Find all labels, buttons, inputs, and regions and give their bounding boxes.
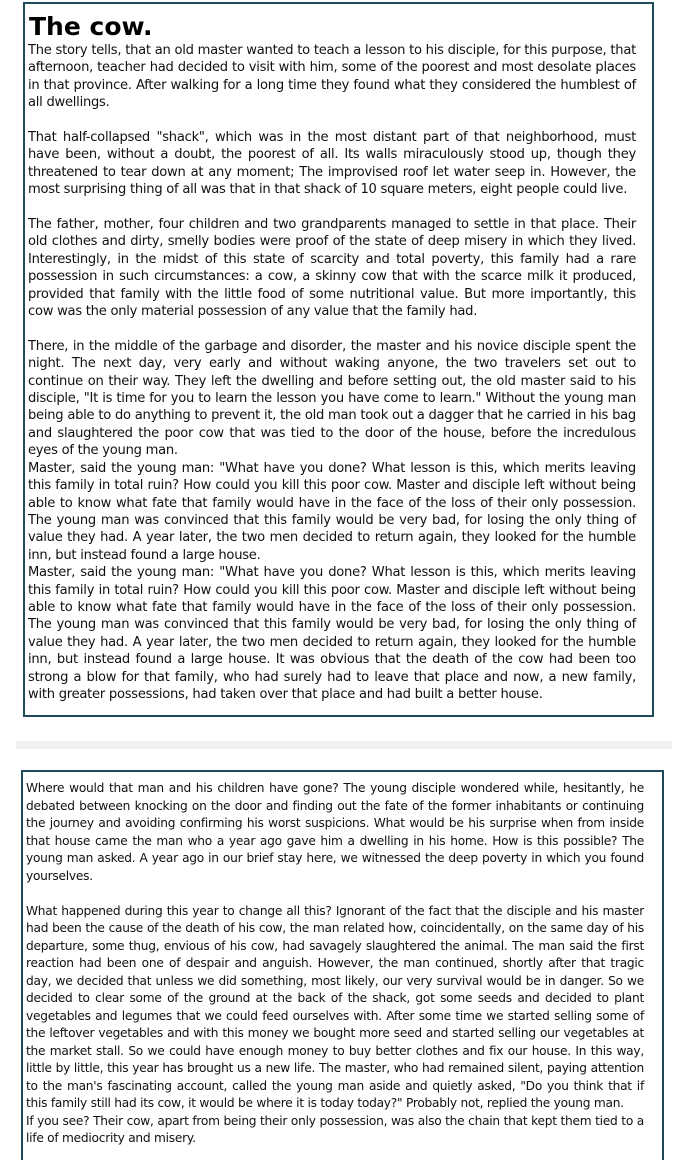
document-page-1 [23, 2, 654, 717]
page-separator [16, 741, 672, 749]
document-page-2 [21, 770, 664, 1160]
document-title: The cow. [29, 12, 153, 41]
paragraph-moral: If you see? Their cow, apart from being their only possession, was also the chain that kept them tied to a life of mediocrity and misery. [26, 1113, 644, 1145]
paragraph-family: The father, mother, four children and two grandparents managed to settle in that place. Their old clothes and dirty, smelly bodies were proof of the state of deep misery in which they lived. Interestingly, in the midst of this state of scarcity and total poverty, this family had a rare possession in such circumstances: a cow, a skinny cow that with the scarce milk it produced, provided that family with the little food of some nutritional value. But more importantly, this cow was the only material possession of any value that the family had. [28, 217, 636, 320]
paragraph-master-question: Master, said the young man: "What have you done? What lesson is this, which merits leaving this family in total ruin? How could you kill this poor cow. Master and disciple left without being able to know what fate that family would have in the face of the loss of their only possession. The young man was convinced that this family would be very bad, for losing the only thing of value they had. A year later, the two men decided to return again, they looked for the humble inn, but instead found a large house. [28, 460, 636, 563]
paragraph-night: There, in the middle of the garbage and disorder, the master and his novice disciple spent the night. The next day, very early and without waking anyone, the two travelers set out to continue on their way. They left the dwelling and before setting out, the old master said to his disciple, "It is time for you to learn the lesson you have come to learn." Without the young man being able to do anything to prevent it, the old man took out a dagger that he carried in his bag and slaughtered the poor cow that was tied to the door of the house, before the incredulous eyes of the young man. [28, 338, 636, 459]
paragraph-return: Where would that man and his children have gone? The young disciple wondered while, hesitantly, he debated between knocking on the door and finding out the fate of the former inhabitants or continuing the journey and avoiding confirming his worst suspicions. What would be his surprise when from inside that house came the man who a year ago gave him a dwelling in his home. How is this possible? The young man asked. A year ago in our brief stay here, we witnessed the deep poverty in which you found yourselves. [26, 781, 644, 883]
paragraph-shack: That half-collapsed "shack", which was in the most distant part of that neighborhood, must have been, without a doubt, the poorest of all. Its walls miraculously stood up, though they threatened to tear down at any moment; The improvised roof let water seep in. However, the most surprising thing of all was that in that shack of 10 square meters, eight people could live. [28, 130, 636, 198]
paragraph-master-question-repeat: Master, said the young man: "What have you done? What lesson is this, which merits leaving this family in total ruin? How could you kill this poor cow. Master and disciple left without being able to know what fate that family would have in the face of the loss of their only possession. The young man was convinced that this family would be very bad, for losing the only thing of value they had. A year later, the two men decided to return again, they looked for the humble inn, but instead found a large house. It was obvious that the death of the cow had been too strong a blow for that family, who had surely had to leave that place and now, a new family, with greater possessions, had taken over that place and had built a better house. [28, 565, 636, 702]
paragraph-what-happened: What happened during this year to change all this? Ignorant of the fact that the disciple and his master had been the cause of the death of his cow, the man related how, coincidentally, on the same day of his departure, some thug, envious of his cow, had savagely slaughtered the animal. The man said the first reaction had been one of despair and anguish. However, the man continued, shortly after that tragic day, we decided that unless we did something, most likely, our very survival would be in danger. So we decided to clear some of the ground at the back of the shack, got some seeds and decided to plant vegetables and legumes that we could feed ourselves with. After some time we started selling some of the leftover vegetables and with this money we bought more seed and started selling our vegetables at the market stall. So we could have enough money to buy better clothes and fix our house. In this way, little by little, this year has brought us a new life. The master, who had remained silent, paying attention to the man's fascinating account, called the young man aside and quietly asked, "Do you think that if this family still had its cow, it would be where it is today today?" Probably not, replied the young man. [26, 903, 644, 1110]
paragraph-intro: The story tells, that an old master wanted to teach a lesson to his disciple, for this purpose, that afternoon, teacher had decided to visit with him, some of the poorest and most desolate places in that province. After walking for a long time they found what they considered the humblest of all dwellings. [28, 43, 636, 111]
